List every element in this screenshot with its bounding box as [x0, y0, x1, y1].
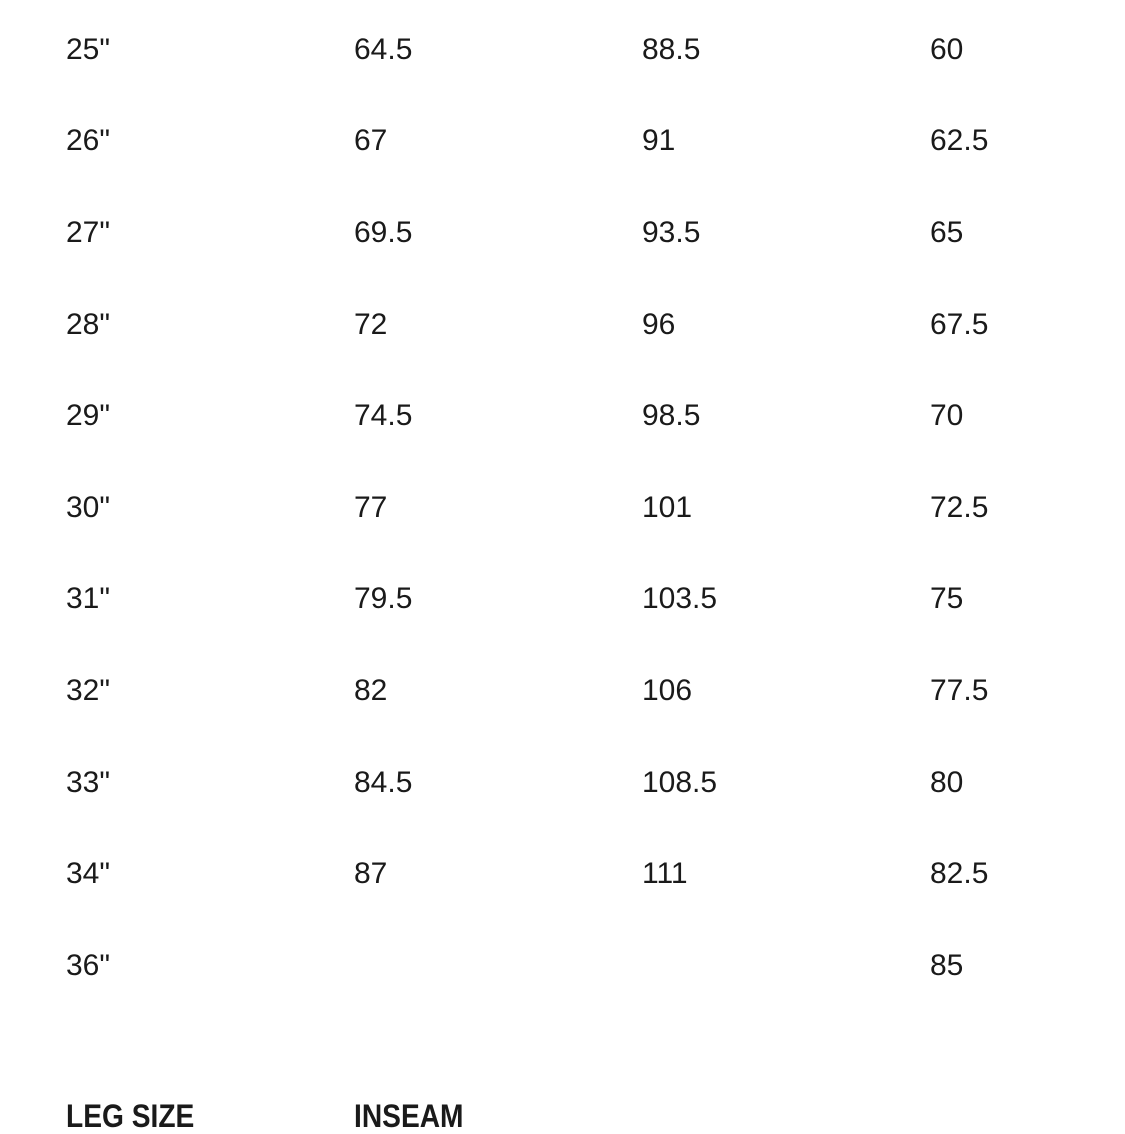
table-cell: 26"	[66, 124, 111, 158]
table-cell: 72.5	[930, 490, 989, 524]
table-cell: 60	[930, 32, 964, 66]
table-cell: 82	[354, 673, 388, 707]
table-cell: 28"	[66, 307, 111, 341]
table-cell: 88.5	[642, 32, 701, 66]
table-cell: 108.5	[642, 765, 718, 799]
table-row	[66, 737, 1066, 829]
table-cell: 25"	[66, 32, 111, 66]
table-cell: 98.5	[642, 399, 701, 433]
table-cell: 30"	[66, 490, 111, 524]
table-row	[66, 554, 1066, 646]
table-cell: 80	[930, 765, 964, 799]
table-cell: 87	[354, 857, 388, 891]
table-cell: 31"	[66, 582, 111, 616]
leg-size-table-header	[66, 1100, 1066, 1132]
table-cell: 70	[930, 399, 964, 433]
table-cell: 91	[642, 124, 676, 158]
table-row	[66, 187, 1066, 279]
table-cell: 84.5	[354, 765, 413, 799]
table-cell: 79.5	[354, 582, 413, 616]
table-row	[66, 96, 1066, 188]
table-cell: 77	[354, 490, 388, 524]
column-header-inseam: INSEAM	[354, 1098, 464, 1134]
table-cell: 96	[642, 307, 676, 341]
size-chart-table	[66, 4, 1066, 1012]
table-cell: 36"	[66, 948, 111, 982]
table-row	[66, 370, 1066, 462]
table-cell: 67	[354, 124, 388, 158]
table-row	[66, 645, 1066, 737]
table-row	[66, 462, 1066, 554]
table-cell: 75	[930, 582, 964, 616]
column-header-leg-size: LEG SIZE	[66, 1098, 195, 1134]
table-cell: 27"	[66, 215, 111, 249]
table-cell: 62.5	[930, 124, 989, 158]
table-cell: 29"	[66, 399, 111, 433]
table-row	[66, 828, 1066, 920]
table-cell: 103.5	[642, 582, 718, 616]
table-cell: 82.5	[930, 857, 989, 891]
table-cell: 69.5	[354, 215, 413, 249]
table-cell: 64.5	[354, 32, 413, 66]
table-cell: 85	[930, 948, 964, 982]
table-cell: 101	[642, 490, 693, 524]
table-cell: 34"	[66, 857, 111, 891]
table-row	[66, 279, 1066, 371]
table-cell: 93.5	[642, 215, 701, 249]
table-row	[66, 4, 1066, 96]
table-row	[66, 920, 1066, 1012]
table-cell: 74.5	[354, 399, 413, 433]
table-cell: 32"	[66, 673, 111, 707]
table-cell: 111	[642, 857, 688, 891]
table-cell: 77.5	[930, 673, 989, 707]
table-cell: 67.5	[930, 307, 989, 341]
table-cell: 65	[930, 215, 964, 249]
table-cell: 106	[642, 673, 693, 707]
table-cell: 72	[354, 307, 388, 341]
table-cell: 33"	[66, 765, 111, 799]
